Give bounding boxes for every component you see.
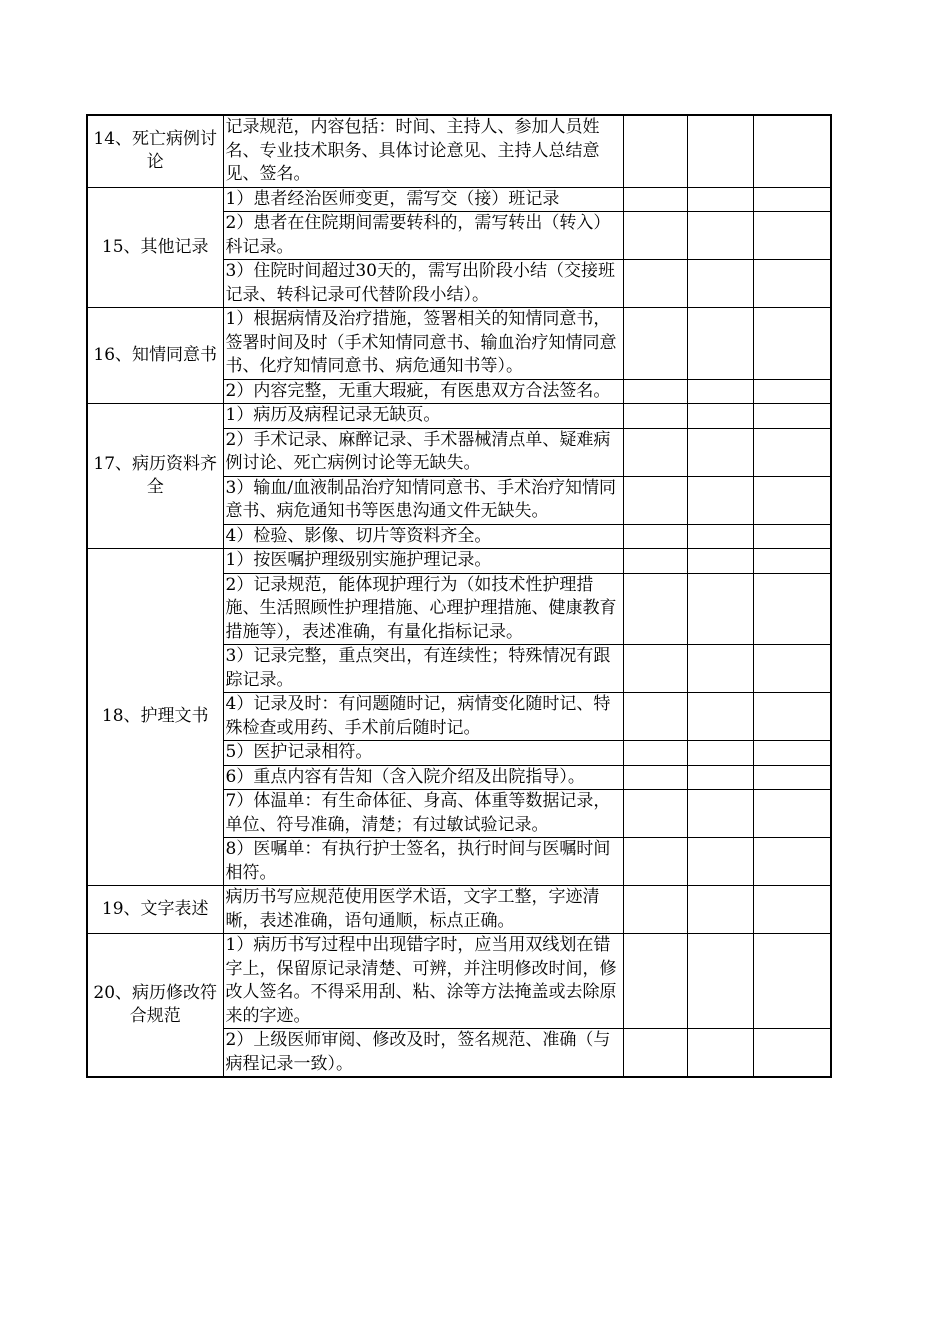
score-cell-3[interactable] <box>753 741 831 766</box>
score-cell-3[interactable] <box>753 645 831 693</box>
score-cell-2[interactable] <box>687 212 753 260</box>
criterion-cell: 病历书写应规范使用医学术语，文字工整，字迹清晰，表述准确，语句通顺，标点正确。 <box>223 886 623 934</box>
score-cell-2[interactable] <box>687 476 753 524</box>
score-cell-1[interactable] <box>623 886 687 934</box>
criterion-cell: 2）内容完整，无重大瑕疵，有医患双方合法签名。 <box>223 379 623 404</box>
table-row <box>87 934 831 1029</box>
score-cell-1[interactable] <box>623 645 687 693</box>
score-cell-2[interactable] <box>687 260 753 308</box>
score-cell-1[interactable] <box>623 790 687 838</box>
score-cell-3[interactable] <box>753 790 831 838</box>
score-cell-2[interactable] <box>687 934 753 1029</box>
score-cell-1[interactable] <box>623 573 687 645</box>
score-cell-2[interactable] <box>687 524 753 549</box>
score-cell-1[interactable] <box>623 404 687 429</box>
table-row <box>87 886 831 934</box>
category-cell: 14、死亡病例讨论 <box>87 115 223 187</box>
score-cell-1[interactable] <box>623 934 687 1029</box>
score-cell-2[interactable] <box>687 428 753 476</box>
score-cell-1[interactable] <box>623 379 687 404</box>
score-cell-1[interactable] <box>623 1029 687 1078</box>
criterion-cell: 4）检验、影像、切片等资料齐全。 <box>223 524 623 549</box>
criterion-cell: 3）住院时间超过30天的，需写出阶段小结（交接班记录、转科记录可代替阶段小结）。 <box>223 260 623 308</box>
table-row <box>87 187 831 212</box>
review-table <box>86 114 832 1078</box>
criterion-cell: 5）医护记录相符。 <box>223 741 623 766</box>
score-cell-2[interactable] <box>687 765 753 790</box>
score-cell-1[interactable] <box>623 549 687 574</box>
score-cell-2[interactable] <box>687 1029 753 1078</box>
criterion-cell: 记录规范，内容包括：时间、主持人、参加人员姓名、专业技术职务、具体讨论意见、主持人总结意见、签名。 <box>223 115 623 187</box>
table-row <box>87 549 831 574</box>
score-cell-3[interactable] <box>753 1029 831 1078</box>
score-cell-2[interactable] <box>687 308 753 380</box>
score-cell-2[interactable] <box>687 573 753 645</box>
criterion-cell: 2）手术记录、麻醉记录、手术器械清点单、疑难病例讨论、死亡病例讨论等无缺失。 <box>223 428 623 476</box>
review-table-body <box>87 115 831 1077</box>
score-cell-2[interactable] <box>687 838 753 886</box>
score-cell-2[interactable] <box>687 404 753 429</box>
score-cell-2[interactable] <box>687 645 753 693</box>
score-cell-2[interactable] <box>687 187 753 212</box>
category-cell: 16、知情同意书 <box>87 308 223 404</box>
table-row <box>87 115 831 187</box>
criterion-cell: 1）根据病情及治疗措施，签署相关的知情同意书，签署时间及时（手术知情同意书、输血治疗知情同意书、化疗知情同意书、病危通知书等）。 <box>223 308 623 380</box>
score-cell-3[interactable] <box>753 573 831 645</box>
score-cell-3[interactable] <box>753 404 831 429</box>
criterion-cell: 2）记录规范，能体现护理行为（如技术性护理措施、生活照顾性护理措施、心理护理措施、健康教育措施等），表述准确，有量化指标记录。 <box>223 573 623 645</box>
score-cell-3[interactable] <box>753 187 831 212</box>
score-cell-3[interactable] <box>753 428 831 476</box>
criterion-cell: 4）记录及时：有问题随时记，病情变化随时记、特殊检查或用药、手术前后随时记。 <box>223 693 623 741</box>
score-cell-3[interactable] <box>753 934 831 1029</box>
score-cell-2[interactable] <box>687 886 753 934</box>
score-cell-3[interactable] <box>753 838 831 886</box>
category-cell: 20、病历修改符合规范 <box>87 934 223 1078</box>
score-cell-3[interactable] <box>753 524 831 549</box>
score-cell-1[interactable] <box>623 524 687 549</box>
score-cell-1[interactable] <box>623 308 687 380</box>
score-cell-3[interactable] <box>753 308 831 380</box>
score-cell-1[interactable] <box>623 741 687 766</box>
score-cell-2[interactable] <box>687 549 753 574</box>
score-cell-3[interactable] <box>753 549 831 574</box>
category-cell: 18、护理文书 <box>87 549 223 886</box>
score-cell-1[interactable] <box>623 476 687 524</box>
score-cell-1[interactable] <box>623 428 687 476</box>
criterion-cell: 2）上级医师审阅、修改及时，签名规范、准确（与病程记录一致）。 <box>223 1029 623 1078</box>
score-cell-3[interactable] <box>753 476 831 524</box>
criterion-cell: 1）病历书写过程中出现错字时，应当用双线划在错字上，保留原记录清楚、可辨，并注明修改时间，修改人签名。不得采用刮、粘、涂等方法掩盖或去除原来的字迹。 <box>223 934 623 1029</box>
score-cell-1[interactable] <box>623 212 687 260</box>
score-cell-3[interactable] <box>753 212 831 260</box>
score-cell-2[interactable] <box>687 379 753 404</box>
criterion-cell: 1）按医嘱护理级别实施护理记录。 <box>223 549 623 574</box>
score-cell-3[interactable] <box>753 379 831 404</box>
score-cell-3[interactable] <box>753 693 831 741</box>
score-cell-2[interactable] <box>687 115 753 187</box>
criterion-cell: 6）重点内容有告知（含入院介绍及出院指导）。 <box>223 765 623 790</box>
score-cell-3[interactable] <box>753 886 831 934</box>
criterion-cell: 1）病历及病程记录无缺页。 <box>223 404 623 429</box>
score-cell-2[interactable] <box>687 790 753 838</box>
score-cell-3[interactable] <box>753 765 831 790</box>
score-cell-1[interactable] <box>623 260 687 308</box>
category-cell: 15、其他记录 <box>87 187 223 308</box>
table-row <box>87 308 831 380</box>
criterion-cell: 3）输血/血液制品治疗知情同意书、手术治疗知情同意书、病危通知书等医患沟通文件无缺失。 <box>223 476 623 524</box>
score-cell-1[interactable] <box>623 693 687 741</box>
score-cell-3[interactable] <box>753 115 831 187</box>
score-cell-1[interactable] <box>623 187 687 212</box>
criterion-cell: 2）患者在住院期间需要转科的，需写转出（转入）科记录。 <box>223 212 623 260</box>
criterion-cell: 8）医嘱单：有执行护士签名，执行时间与医嘱时间相符。 <box>223 838 623 886</box>
score-cell-2[interactable] <box>687 693 753 741</box>
score-cell-3[interactable] <box>753 260 831 308</box>
criterion-cell: 3）记录完整，重点突出，有连续性；特殊情况有跟踪记录。 <box>223 645 623 693</box>
criterion-cell: 1）患者经治医师变更，需写交（接）班记录 <box>223 187 623 212</box>
criterion-cell: 7）体温单：有生命体征、身高、体重等数据记录，单位、符号准确，清楚；有过敏试验记录。 <box>223 790 623 838</box>
category-cell: 19、文字表述 <box>87 886 223 934</box>
score-cell-2[interactable] <box>687 741 753 766</box>
table-row <box>87 404 831 429</box>
category-cell: 17、病历资料齐全 <box>87 404 223 549</box>
score-cell-1[interactable] <box>623 765 687 790</box>
score-cell-1[interactable] <box>623 838 687 886</box>
score-cell-1[interactable] <box>623 115 687 187</box>
